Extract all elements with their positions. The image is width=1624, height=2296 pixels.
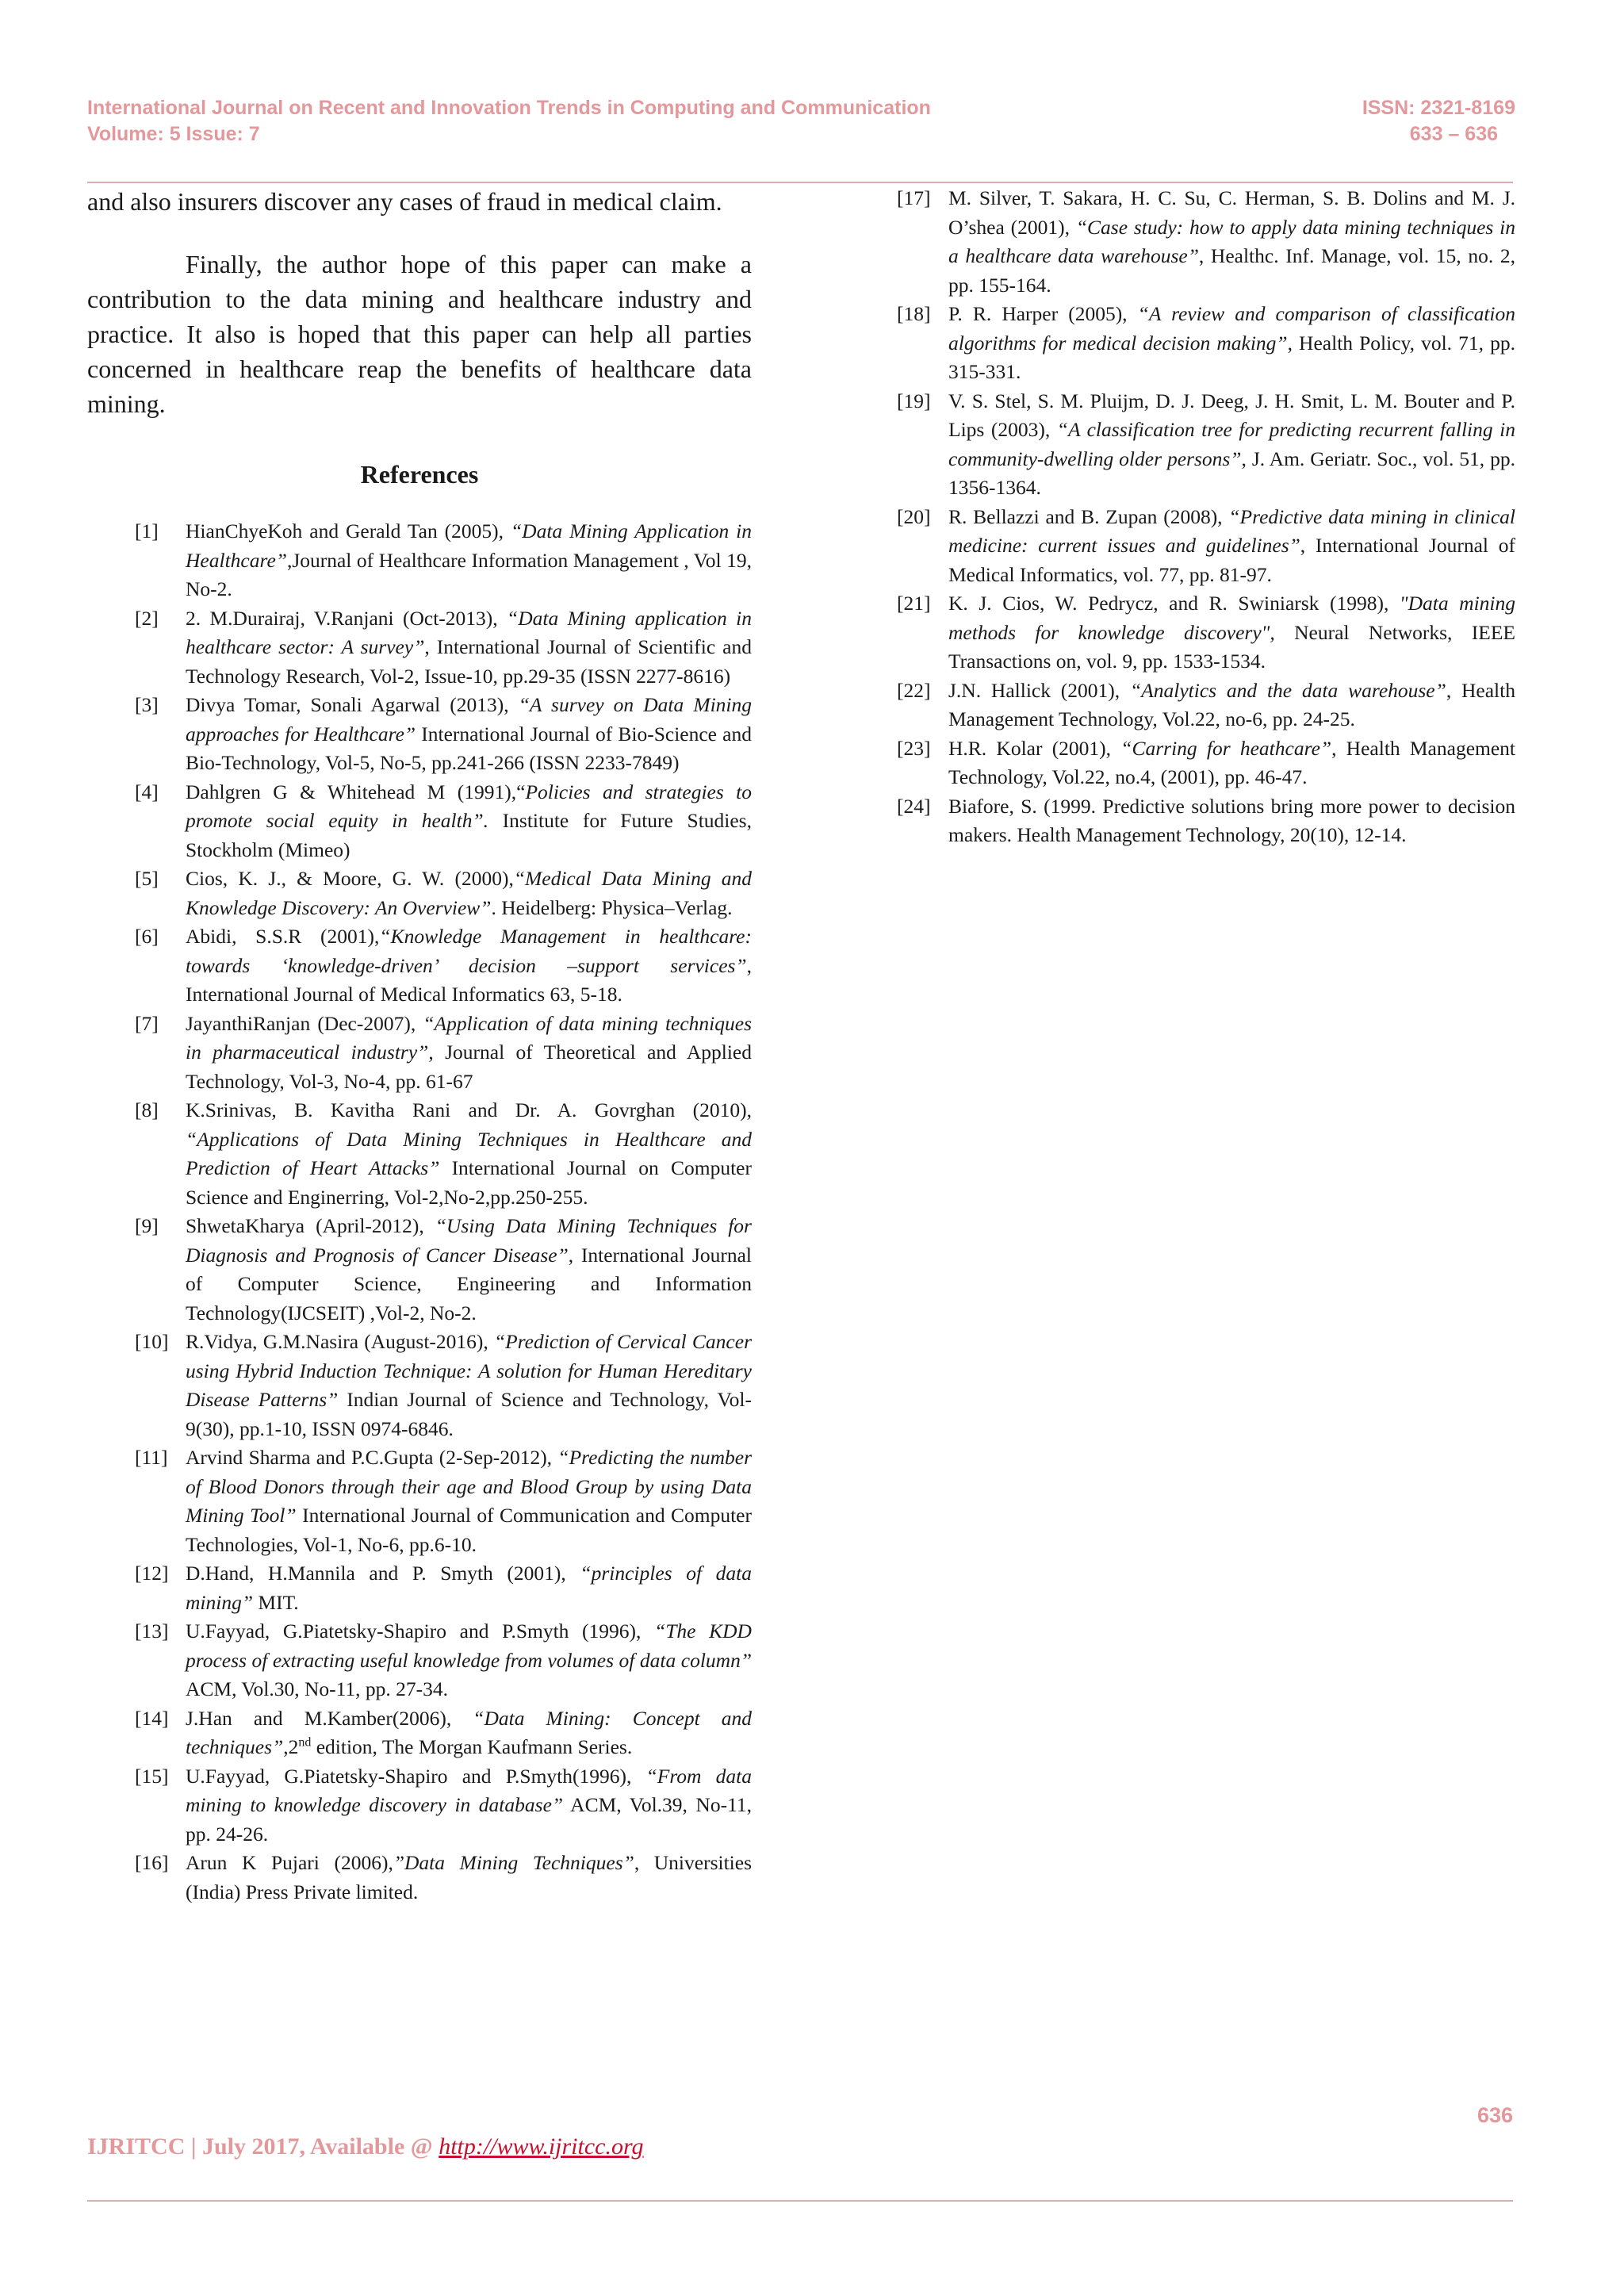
footer-text: IJRITCC | July 2017, Available @ (87, 2133, 439, 2160)
reference-source: ,Journal of Healthcare Information Management , Vol 19, No-2. (186, 548, 752, 600)
reference-source: Neural Networks, IEEE Transactions on, vol. 9, pp. 1533-1534. (948, 620, 1515, 673)
reference-item (87, 1328, 752, 1443)
reference-item (87, 1559, 752, 1617)
reference-authors: 2. M.Durairaj, V.Ranjani (Oct-2013), (186, 606, 508, 630)
reference-item (87, 864, 752, 922)
reference-source: , Health Management Technology, Vol.22, no.4, (2001), pp. 46-47. (948, 736, 1515, 788)
reference-number: [23] (897, 736, 931, 760)
reference-title: “The KDD process of extracting useful knowledge from volumes of data column” (186, 1619, 752, 1672)
reference-item (897, 734, 1515, 792)
reference-authors: ShwetaKharya (April-2012), (186, 1214, 435, 1237)
reference-number: [3] (135, 693, 159, 716)
reference-title: “principles of data mining” (186, 1562, 752, 1614)
reference-source: , Journal of Theoretical and Applied Technology, Vol-3, No-4, pp. 61-67 (186, 1041, 752, 1093)
volume-issue: Volume: 5 Issue: 7 (87, 123, 260, 145)
reference-item (87, 1010, 752, 1097)
reference-title: “Medical Data Mining and Knowledge Discovery: An Overview” (186, 867, 752, 919)
reference-source: ACM, Vol.39, No-11, pp. 24-26. (186, 1793, 753, 1846)
reference-source: . Heidelberg: Physica–Verlag. (491, 895, 733, 919)
reference-number: [16] (135, 1851, 169, 1874)
reference-title: "Data mining methods for knowledge discovery", (948, 592, 1516, 644)
reference-source: MIT. (253, 1590, 299, 1614)
reference-source: International Journal on Computer Science and Enginerring, Vol-2,No-2,pp.250-255. (186, 1156, 752, 1209)
reference-number: [20] (897, 504, 931, 528)
reference-title: “A review and comparison of classification algorithms for medical decision making” (948, 302, 1515, 355)
reference-source: Indian Journal of Science and Technology, Vol-9(30), pp.1-10, ISSN 0974-6846. (186, 1388, 752, 1440)
reference-number: [12] (135, 1562, 169, 1585)
reference-title: “Predictive data mining in clinical medicine: current issues and guidelines” (948, 504, 1516, 557)
reference-source: , Health Management Technology, Vol.22, no-6, pp. 24-25. (948, 678, 1515, 730)
reference-authors: K.Srinivas, B. Kavitha Rani and Dr. A. Govrghan (2010), (186, 1098, 752, 1121)
journal-link[interactable]: http://www.ijritcc.org (439, 2133, 644, 2160)
reference-source: International Journal of Bio-Science and Bio-Technology, Vol-5, No-5, pp.241-266 (ISSN 2233-7849) (186, 722, 752, 774)
reference-item (897, 387, 1515, 503)
issn: ISSN: 2321-8169 (1362, 97, 1515, 119)
reference-authors: Arun K Pujari (2006), (186, 1851, 393, 1874)
reference-authors: D.Hand, H.Mannila and P. Smyth (2001), (186, 1562, 580, 1585)
references-heading: References (360, 460, 479, 489)
reference-authors: JayanthiRanjan (Dec-2007), (186, 1011, 423, 1035)
reference-number: [8] (135, 1098, 159, 1121)
reference-authors: P. R. Harper (2005), (948, 302, 1138, 325)
reference-title: “Applications of Data Mining Techniques in Healthcare and Prediction of Heart Attacks” (186, 1127, 752, 1179)
reference-authors: K. J. Cios, W. Pedrycz, and R. Swiniarsk (1998), (948, 592, 1400, 615)
reference-title: “Case study: how to apply data mining techniques in a healthcare data warehouse” (948, 215, 1515, 267)
reference-authors: R. Bellazzi and B. Zupan (2008), (948, 504, 1229, 528)
reference-title: “From data mining to knowledge discovery in database” (186, 1764, 752, 1816)
reference-item (87, 1704, 752, 1762)
reference-title: “A classification tree for predicting recurrent falling in community-dwelling older persons” (948, 418, 1515, 470)
reference-number: [5] (135, 867, 159, 890)
reference-source: ,2 (283, 1735, 299, 1758)
reference-item (87, 691, 752, 778)
reference-number: [21] (897, 592, 931, 615)
body-paragraph: and also insurers discover any cases of fraud in medical claim. (87, 187, 722, 216)
reference-number: [9] (135, 1214, 159, 1237)
reference-source: , J. Am. Geriatr. Soc., vol. 51, pp. 1356-1364. (948, 447, 1515, 499)
reference-number: [15] (135, 1764, 169, 1788)
reference-authors: Arvind Sharma and P.C.Gupta (2-Sep-2012), (186, 1446, 558, 1469)
reference-item (87, 1096, 752, 1212)
reference-source: , Health Policy, vol. 71, pp. 315-331. (948, 331, 1515, 383)
reference-authors: U.Fayyad, G.Piatetsky-Shapiro and P.Smyth (1996), (186, 1619, 655, 1642)
reference-authors: HianChyeKoh and Gerald Tan (2005), (186, 519, 511, 542)
reference-number: [7] (135, 1011, 159, 1035)
reference-item (897, 677, 1515, 734)
reference-title: ”Data Mining Techniques” (393, 1851, 634, 1874)
reference-title: “Data Mining Application in Healthcare” (186, 519, 752, 572)
reference-number: [13] (135, 1619, 169, 1642)
reference-item (87, 1212, 752, 1328)
reference-item (87, 1849, 752, 1907)
reference-title: “Data Mining: Concept and techniques” (186, 1706, 752, 1758)
reference-source: , Universities (India) Press Private limited. (186, 1851, 752, 1903)
right-column (897, 184, 1515, 850)
reference-item (87, 778, 752, 865)
reference-list-left (87, 517, 752, 1907)
reference-authors: U.Fayyad, G.Piatetsky-Shapiro and P.Smyth(1996), (186, 1764, 646, 1788)
reference-superscript: nd (298, 1735, 312, 1750)
reference-item (897, 184, 1515, 300)
reference-number: [18] (897, 302, 931, 325)
reference-title: “Analytics and the data warehouse” (1129, 678, 1446, 702)
reference-authors: J.N. Hallick (2001), (948, 678, 1130, 702)
page-number: 636 (1477, 2103, 1513, 2127)
header-rule (87, 182, 1513, 183)
reference-authors: Biafore, S. (1999. Predictive solutions bring more power to decision makers. Health Management Technology, 20(10), 12-14. (948, 794, 1515, 846)
reference-title: Policies and strategies to promote social equity in health”. (186, 780, 753, 832)
reference-authors: R.Vidya, G.M.Nasira (August-2016), (186, 1330, 494, 1353)
body-paragraph: Finally, the author hope of this paper can make a contribution to the data mining and healthcare industry and practice. It also is hoped that this paper can help all parties concerned in healthcare reap the benefits of healthcare data mining. (87, 250, 752, 418)
reference-number: [10] (135, 1330, 169, 1353)
footer (87, 2133, 644, 2160)
reference-number: [14] (135, 1706, 169, 1730)
reference-item (897, 300, 1515, 387)
reference-title: “A survey on Data Mining approaches for Healthcare” (186, 693, 752, 746)
journal-title: International Journal on Recent and Innovation Trends in Computing and Communication (87, 97, 931, 119)
reference-authors: Abidi, S.S.R (2001), (186, 925, 380, 948)
left-column (87, 184, 752, 1907)
reference-number: [6] (135, 925, 159, 948)
reference-authors: Cios, K. J., & Moore, G. W. (2000), (186, 867, 514, 890)
reference-number: [24] (897, 794, 931, 818)
reference-source: , International Journal of Scientific and Technology Research, Vol-2, Issue-10, pp.29-35 (ISSN 2277-8616) (186, 635, 752, 688)
reference-source: Institute for Future Studies, Stockholm (Mimeo) (186, 809, 752, 861)
reference-authors: Divya Tomar, Sonali Agarwal (2013), (186, 693, 519, 716)
reference-title: “Data Mining application in healthcare sector: A survey” (186, 606, 752, 658)
reference-number: [1] (135, 519, 159, 542)
reference-item (897, 503, 1515, 590)
reference-number: [22] (897, 678, 931, 702)
reference-source: , International Journal of Computer Science, Engineering and Information Technology(IJCSEIT) ,Vol-2, No-2. (186, 1243, 752, 1324)
reference-source: , International Journal of Medical Informatics 63, 5-18. (186, 953, 752, 1006)
reference-source: , Healthc. Inf. Manage, vol. 15, no. 2, pp. 155-164. (948, 244, 1515, 297)
reference-item (897, 792, 1515, 850)
footer-rule (87, 2200, 1513, 2202)
running-header-left (87, 95, 931, 148)
reference-source: International Journal of Communication and Computer Technologies, Vol-1, No-6, pp.6-10. (186, 1504, 752, 1556)
reference-authors: J.Han and M.Kamber(2006), (186, 1706, 473, 1730)
reference-authors: H.R. Kolar (2001), (948, 736, 1121, 760)
reference-item (87, 1443, 752, 1559)
reference-item (87, 1617, 752, 1704)
reference-number: [17] (897, 186, 931, 209)
reference-source: edition, The Morgan Kaufmann Series. (311, 1735, 633, 1758)
reference-title: “Predicting the number of Blood Donors through their age and Blood Group by using Data Mining Tool” (186, 1446, 753, 1527)
page-range: 633 – 636 (1409, 123, 1498, 145)
reference-number: [19] (897, 389, 931, 412)
running-header-right (1362, 95, 1515, 148)
reference-title: “Application of data mining techniques in pharmaceutical industry” (186, 1011, 752, 1064)
reference-number: [11] (135, 1446, 168, 1469)
reference-title: “Carring for heathcare” (1120, 736, 1332, 760)
reference-source: , International Journal of Medical Informatics, vol. 77, pp. 81-97. (948, 534, 1515, 586)
reference-authors: V. S. Stel, S. M. Pluijm, D. J. Deeg, J. H. Smit, L. M. Bouter and P. Lips (2003), (948, 389, 1515, 441)
reference-item (87, 517, 752, 604)
reference-authors: M. Silver, T. Sakara, H. C. Su, C. Herman, S. B. Dolins and M. J. O’shea (2001), (948, 186, 1515, 239)
reference-item (87, 1762, 752, 1849)
reference-source: ACM, Vol.30, No-11, pp. 27-34. (186, 1677, 449, 1700)
reference-item (87, 604, 752, 692)
reference-item (897, 589, 1515, 677)
reference-item (87, 922, 752, 1010)
reference-title: “Knowledge Management in healthcare: towards ‘knowledge-driven’ decision –support services” (186, 925, 752, 977)
reference-title: “Prediction of Cervical Cancer using Hybrid Induction Technique: A solution for Human Hereditary Disease Patterns” (186, 1330, 752, 1411)
reference-authors: Dahlgren G & Whitehead M (1991),“ (186, 780, 526, 803)
reference-list-right (897, 184, 1515, 850)
reference-number: [4] (135, 780, 159, 803)
reference-title: “Using Data Mining Techniques for Diagnosis and Prognosis of Cancer Disease” (186, 1214, 752, 1267)
reference-number: [2] (135, 606, 159, 630)
